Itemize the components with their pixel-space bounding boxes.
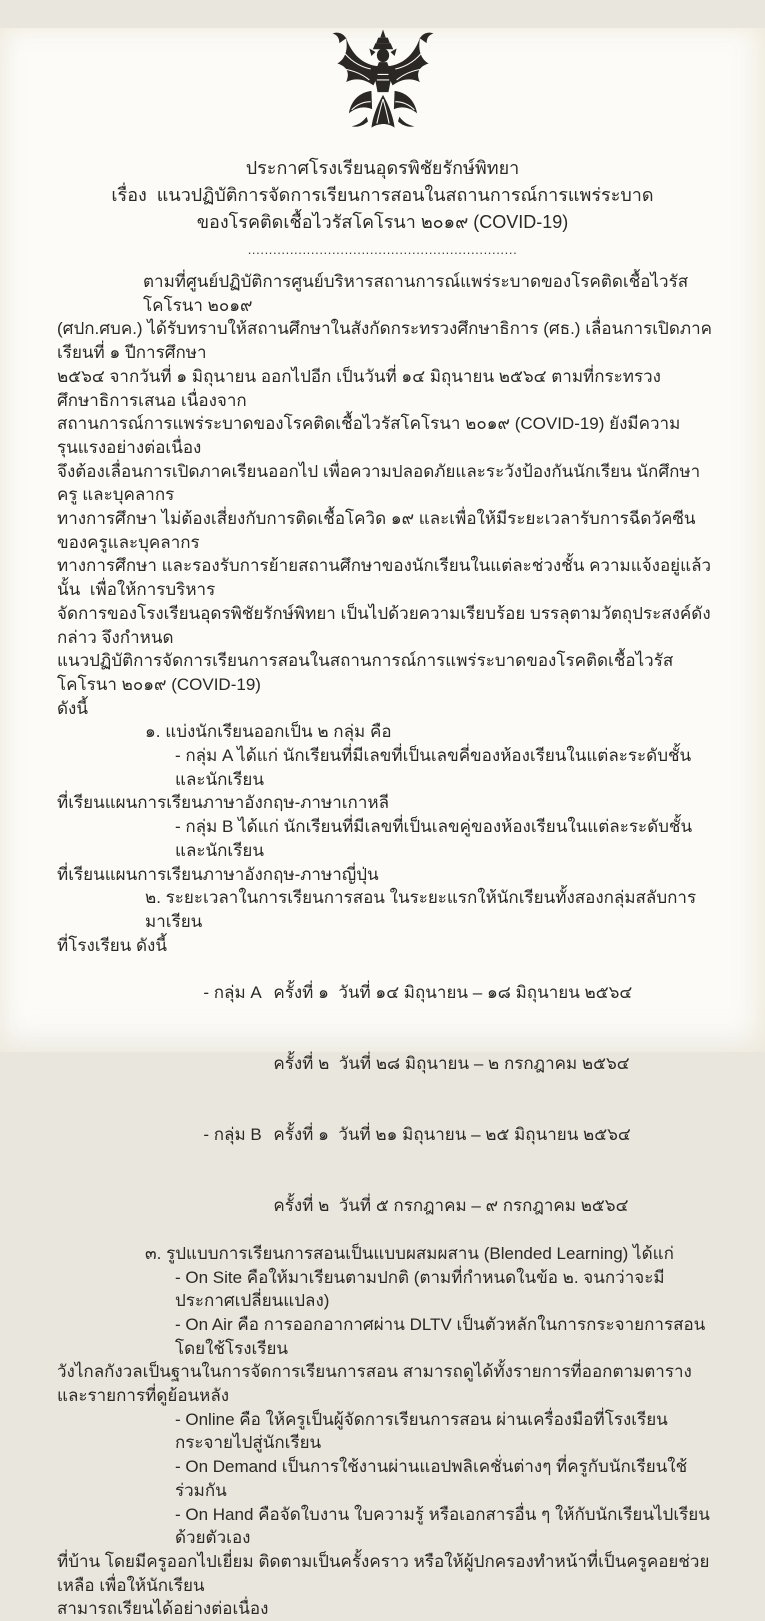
schedule-text: ครั้งที่ ๒ วันที่ ๕ กรกฎาคม – ๙ กรกฎาคม ๒๕๖๔ [273,1196,629,1216]
schedule-text: ครั้งที่ ๑ วันที่ ๑๔ มิถุนายน – ๑๘ มิถุนายน ๒๕๖๔ [273,983,633,1003]
doc-line: ที่บ้าน โดยมีครูออกไปเยี่ยม ติดตามเป็นครั้งคราว หรือให้ผู้ปกครองทำหน้าที่เป็นครูคอยช่วยเหลือ เพื่อให้นักเรียน [57,1551,710,1595]
doc-title-line-2: เรื่อง แนวปฏิบัติการจัดการเรียนการสอนในสถานการณ์การแพร่ระบาด [111,185,654,205]
doc-line: จึงต้องเลื่อนการเปิดภาคเรียนออกไป เพื่อความปลอดภัยและระวังป้องกันนักเรียน นักศึกษา ครู และบุคลากร [57,461,705,505]
doc-line: - On Demand เป็นการใช้งานผ่านแอปพลิเคชั่นต่างๆ ที่ครูกับนักเรียนใช้ร่วมกัน [175,1457,688,1500]
doc-title-line-1: ประกาศโรงเรียนอุดรพิชัยรักษ์พิทยา [245,158,520,178]
doc-line: ตามที่ศูนย์ปฏิบัติการศูนย์บริหารสถานการณ์แพร่ระบาดของโรคติดเชื้อไวรัสโคโรนา ๒๐๑๙ [143,272,689,315]
doc-line: ที่โรงเรียน ดังนี้ [57,935,167,955]
doc-line: ๒๕๖๔ จากวันที่ ๑ มิถุนายน ออกไปอีก เป็นวันที่ ๑๔ มิถุนายน ๒๕๖๔ ตามที่กระทรวงศึกษาธิการเสนอ เนื่องจาก [57,366,661,410]
doc-line: สถานการณ์การแพร่ระบาดของโรคติดเชื้อไวรัสโคโรนา ๒๐๑๙ (COVID-19) ยังมีความรุนแรงอย่างต่อเนื่อง [57,414,681,457]
doc-line: ที่เรียนแผนการเรียนภาษาอังกฤษ-ภาษาเกาหลี [57,793,390,813]
doc-body [0,270,765,1621]
doc-line: ทางการศึกษา และรองรับการย้ายสถานศึกษาของนักเรียนในแต่ละช่วงชั้น ความแจ้งอยู่แล้วนั้น เพื่อให้การบริหาร [57,556,712,600]
scanned-announcement-page [0,28,765,1619]
doc-line: ดังนี้ [57,698,88,718]
doc-line: - On Site คือให้มาเรียนตามปกติ (ตามที่กำหนดในข้อ ๒. จนกว่าจะมีประกาศเปลี่ยนแปลง) [175,1267,665,1311]
doc-line: แนวปฏิบัติการจัดการเรียนการสอนในสถานการณ์การแพร่ระบาดของโรคติดเชื้อไวรัสโคโรนา ๒๐๑๙ (COVID-19) [57,651,674,694]
schedule-group-label: - กลุ่ม A [203,983,262,1003]
clause-3: ๓. รูปแบบการเรียนการสอนเป็นแบบผสมผสาน (Blended Learning) ได้แก่ [145,1243,674,1263]
clause-1: ๑. แบ่งนักเรียนออกเป็น ๒ กลุ่ม คือ [145,722,392,742]
doc-line: ที่เรียนแผนการเรียนภาษาอังกฤษ-ภาษาญี่ปุ่น [57,864,379,884]
doc-line: จัดการของโรงเรียนอุดรพิชัยรักษ์พิทยา เป็นไปด้วยความเรียบร้อย บรรลุตามวัตถุประสงค์ดังกล่าว จึงกำหนด [57,603,711,647]
doc-line: ทางการศึกษา ไม่ต้องเสี่ยงกับการติดเชื้อโควิด ๑๙ และเพื่อให้มีระยะเวลารับการฉีดวัคซีนของครูและบุคลากร [57,509,696,552]
garuda-icon [308,28,458,140]
doc-line: - On Air คือ การออกอากาศผ่าน DLTV เป็นตัวหลักในการกระจายการสอน โดยใช้โรงเรียน [175,1314,711,1358]
doc-line: - On Hand คือจัดใบงาน ใบความรู้ หรือเอกสารอื่น ๆ ให้กับนักเรียนไปเรียนด้วยตัวเอง [175,1504,710,1548]
schedule-row [57,957,715,1028]
clause-2: ๒. ระยะเวลาในการเรียนการสอน ในระยะแรกให้นักเรียนทั้งสองกลุ่มสลับการมาเรียน [145,888,697,931]
doc-line: วังไกลกังวลเป็นฐานในการจัดการเรียนการสอน สามารถดูได้ทั้งรายการที่ออกตามตาราง และรายการที่ดูย้อนหลัง [57,1362,697,1406]
schedule-row [57,1171,715,1242]
doc-title-line-3: ของโรคติดเชื้อไวรัสโคโรนา ๒๐๑๙ (COVID-19) [196,212,569,232]
doc-line: - Online คือ ให้ครูเป็นผู้จัดการเรียนการสอน ผ่านเครื่องมือที่โรงเรียนกระจายไปสู่นักเรียน [175,1409,668,1453]
schedule-text: ครั้งที่ ๒ วันที่ ๒๘ มิถุนายน – ๒ กรกฎาคม ๒๕๖๔ [273,1054,630,1074]
schedule-row [57,1029,715,1100]
garuda-emblem [308,28,458,145]
doc-line: - กลุ่ม B ได้แก่ นักเรียนที่มีเลขที่เป็นเลขคู่ของห้องเรียนในแต่ละระดับชั้น และนักเรียน [175,817,697,860]
doc-line: - กลุ่ม A ได้แก่ นักเรียนที่มีเลขที่เป็นเลขคี่ของห้องเรียนในแต่ละระดับชั้น และนักเรียน [175,746,696,789]
schedule-group-label: - กลุ่ม B [203,1125,262,1145]
schedule-row [57,1100,715,1171]
doc-line: (ศปก.ศบค.) ได้รับทราบให้สถานศึกษาในสังกัดกระทรวงศึกษาธิการ (ศธ.) เลื่อนการเปิดภาคเรียนที่ ๑ ปีการศึกษา [57,319,712,363]
doc-line: สามารถเรียนได้อย่างต่อเนื่อง [57,1599,269,1619]
schedule-text: ครั้งที่ ๑ วันที่ ๒๑ มิถุนายน – ๒๕ มิถุนายน ๒๕๖๔ [273,1125,631,1145]
dotted-divider: ................................................................ [247,242,518,257]
doc-title [0,155,765,236]
